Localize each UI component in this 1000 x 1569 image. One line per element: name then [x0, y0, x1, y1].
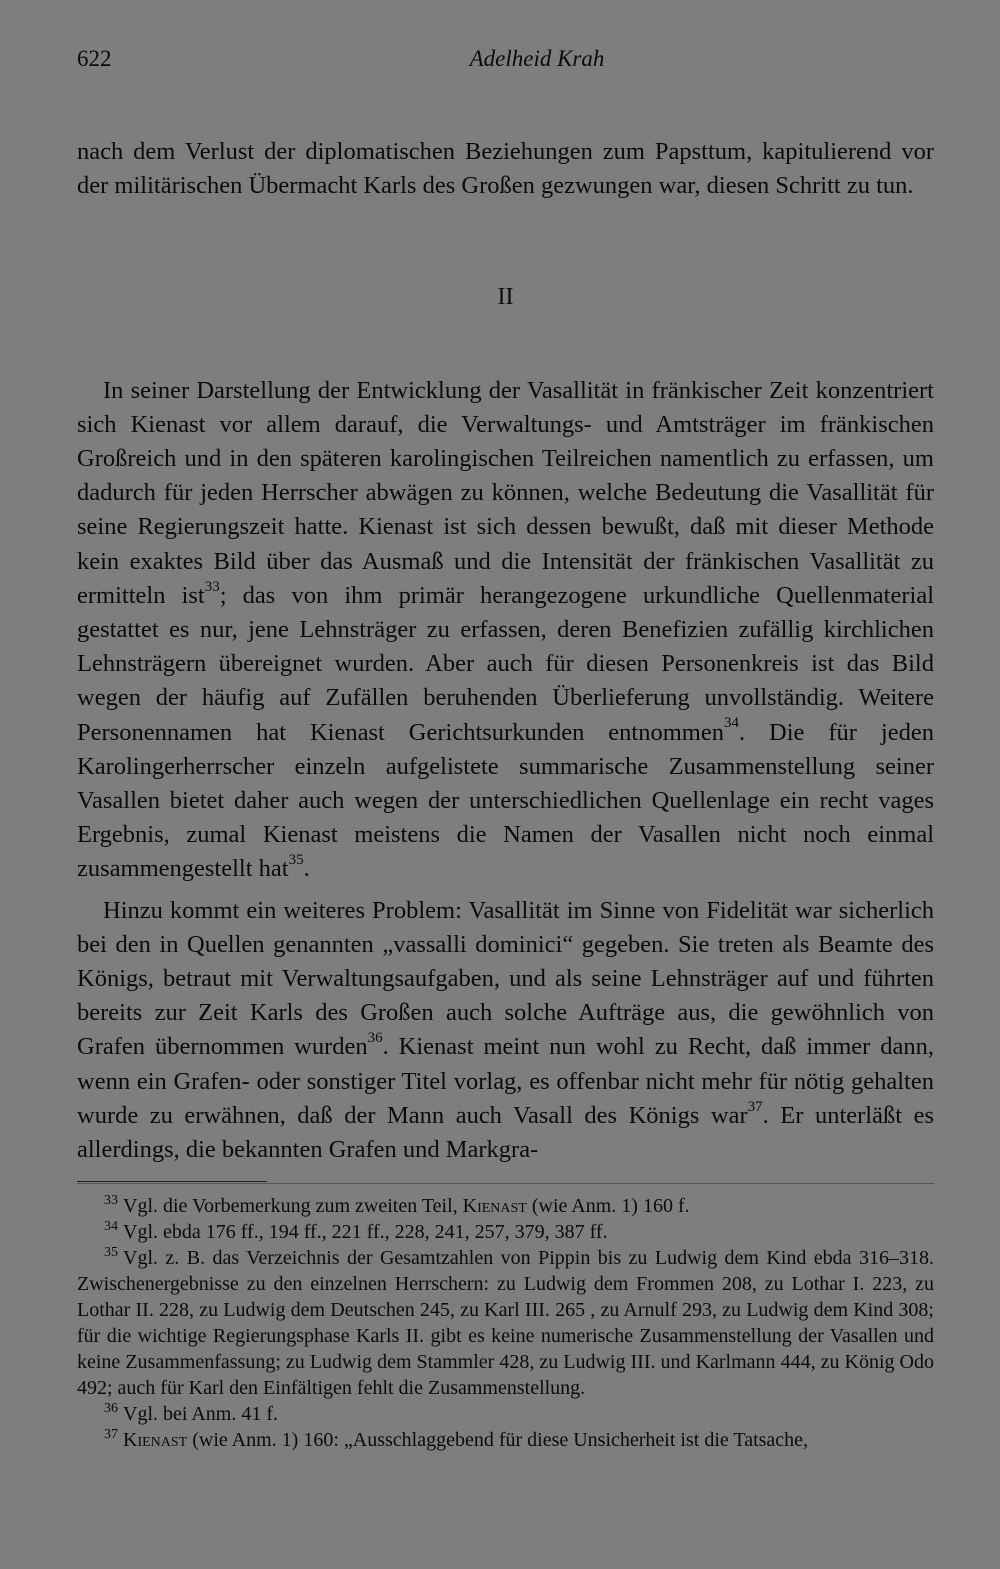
footnote-36 [77, 1401, 934, 1427]
footnote-34 [77, 1219, 934, 1245]
footnote-number: 35 [104, 1245, 118, 1261]
page-number: 622 [77, 46, 112, 71]
body-paragraph-continued: nach dem Verlust der diplomatischen Beziehungen zum Papsttum, kapitulierend vor der militärischen Übermacht Karls des Großen gezwungen war, diesen Schritt zu tun. [77, 137, 934, 199]
section-heading: II [497, 284, 514, 310]
paragraph-text: . [303, 855, 310, 883]
footnotes [77, 1193, 934, 1453]
footnote-37 [77, 1427, 934, 1453]
body-paragraph [77, 374, 934, 887]
footnote-text: (wie Anm. 1) 160: „Ausschlaggebend für diese Unsicherheit ist die Tatsache, [187, 1429, 809, 1451]
footnote-separator [77, 1181, 267, 1182]
footnote-number: 37 [104, 1427, 118, 1443]
running-head [77, 46, 937, 78]
footnote-text: (wie Anm. 1) 160 f. [526, 1195, 690, 1217]
footnote-text: Vgl. ebda 176 ff., 194 ff., 221 ff., 228, 241, 257, 379, 387 ff. [123, 1221, 608, 1243]
footnote-text: Vgl. z. B. das Verzeichnis der Gesamtzahlen von Pippin bis zu Ludwig dem Kind ebda 316–318. Zwischenergebnisse zu den einzelnen Herrschern: zu Ludwig dem Frommen 208, zu Lothar I. 223, zu Lothar II. 228, zu Ludwig dem Deutschen 245, zu Karl III. 265 , zu Arnulf 293, zu Ludwig dem Kind 308; für die wichtige Regierungsphase Karls II. gibt es keine numerische Zusammenstellung der Vasallen und keine Zusammenfassung; zu Ludwig dem Stammler 428, zu Ludwig III. und Karlmann 444, zu König Odo 492; auch für Karl den Einfältigen fehlt die Zusammenstellung. [77, 1247, 934, 1399]
body-paragraph [77, 894, 934, 1168]
footnote-ref-33[interactable]: 33 [204, 578, 220, 595]
footnote-35 [77, 1245, 934, 1401]
running-title: Adelheid Krah [469, 46, 605, 71]
paragraph-text: Hinzu kommt ein weiteres Problem: Vasallität im Sinne von Fidelität war sicherlich bei den in Quellen genannten „vassalli dominici“ gegeben. Sie treten als Beamte des Königs, betraut mit Verwaltungsaufgaben, und als seine Lehnsträger auf und führten bereits zur Zeit Karls des Großen auch solche Aufträge aus, die gewöhnlich von Grafen übernommen wurden [77, 896, 934, 1061]
footnote-ref-37[interactable]: 37 [747, 1098, 763, 1115]
footnote-author: Kienast [123, 1429, 188, 1451]
paragraph-text: In seiner Darstellung der Entwicklung der Vasallität in fränkischer Zeit konzentriert sich Kienast vor allem darauf, die Verwaltungs- und Amtsträger im fränkischen Großreich und in den späteren karolingischen Teilreichen namentlich zu erfassen, um dadurch für jeden Herrscher abwägen zu können, welche Bedeutung die Vasallität für seine Regierungszeit hatte. Kienast ist sich dessen bewußt, daß mit dieser Methode kein exaktes Bild über das Ausmaß und die Intensität der fränkischen Vasallität zu ermitteln ist [77, 376, 934, 609]
footnote-ref-36[interactable]: 36 [367, 1030, 383, 1047]
footnote-number: 33 [104, 1193, 118, 1209]
footnote-number: 34 [104, 1219, 118, 1235]
footnote-ref-35[interactable]: 35 [288, 852, 304, 869]
paragraph-text: ; das von ihm primär herangezogene urkundliche Quellenmaterial gestattet es nur, jene Lehnsträger zu erfassen, deren Benefizien zufällig kirchlichen Lehnsträgern übereignet wurden. Aber auch für diesen Personenkreis ist das Bild wegen der häufig auf Zufällen beruhenden Überlieferung unvollständig. Weitere Personennamen hat Kienast Gerichtsurkunden entnommen [77, 581, 934, 746]
paragraph-text: . Er unterläßt es allerdings, die bekannten Grafen und Markgra- [77, 1101, 934, 1163]
footnote-author: Kienast [462, 1195, 527, 1217]
paragraph-text: . Kienast meint nun wohl zu Recht, daß immer dann, wenn ein Grafen- oder sonstiger Titel vorlag, es offenbar nicht mehr für nötig gehalten wurde zu erwähnen, daß der Mann auch Vasall des Königs war [77, 1033, 934, 1129]
paragraph-text: . Die für jeden Karolingerherrscher einzeln aufgelistete summarische Zusammenstellung seiner Vasallen bietet daher auch wegen der unterschiedlichen Quellenlage ein recht vages Ergebnis, zumal Kienast meistens die Namen der Vasallen nicht noch einmal zusammengestellt hat [77, 718, 934, 883]
footnote-number: 36 [104, 1401, 118, 1417]
footnote-text: Vgl. bei Anm. 41 f. [123, 1403, 278, 1425]
footnote-ref-34[interactable]: 34 [723, 715, 739, 732]
footnote-separator-faint [77, 1183, 934, 1184]
footnote-33 [77, 1193, 934, 1219]
footnote-text: Vgl. die Vorbemerkung zum zweiten Teil, [123, 1195, 463, 1217]
